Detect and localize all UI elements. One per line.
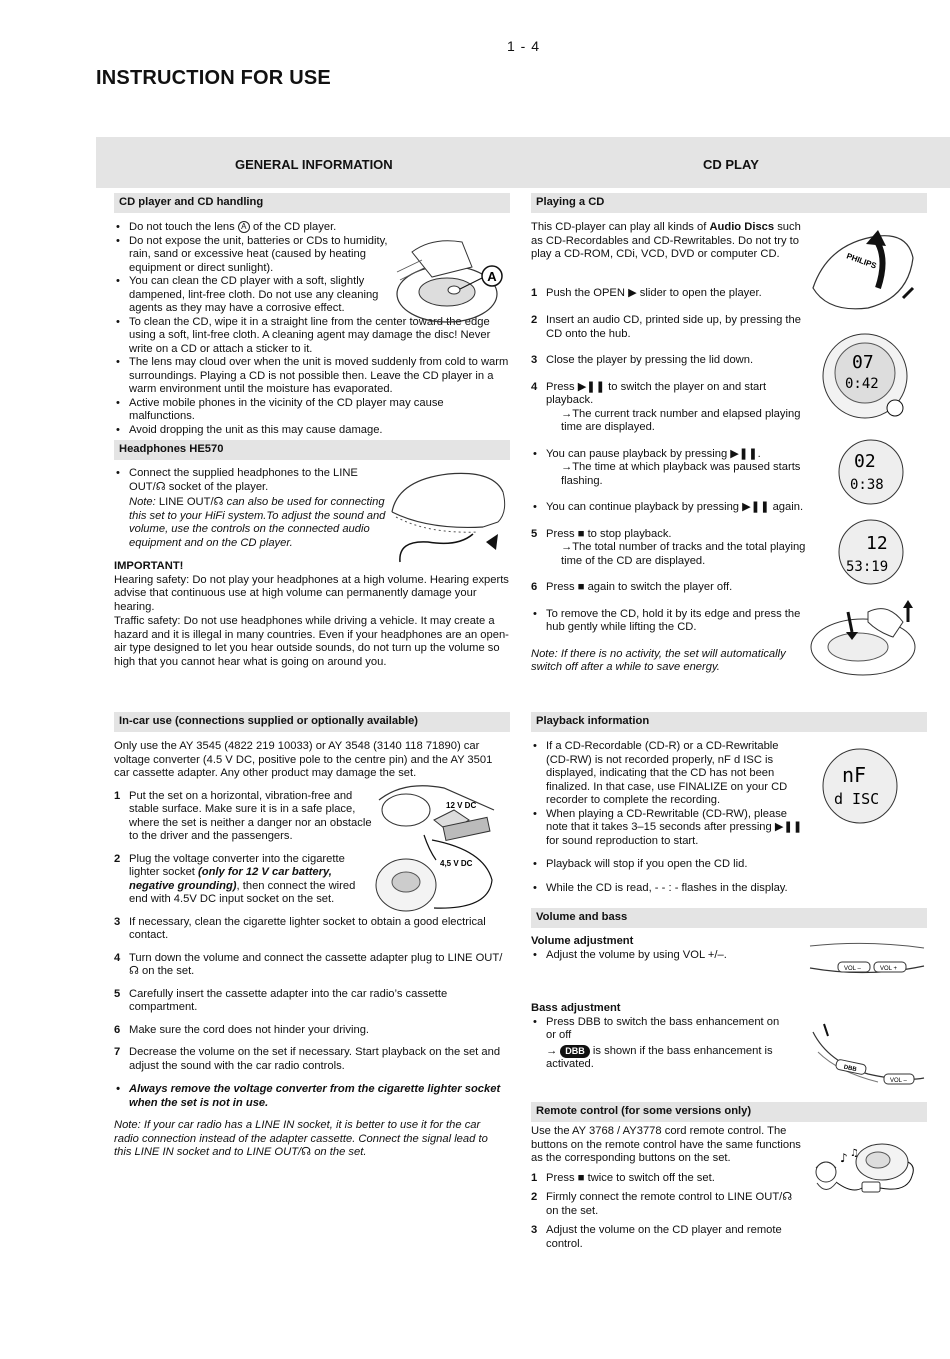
dbb-indicator: DBB bbox=[560, 1045, 590, 1058]
playback-bullet-2: • When playing a CD-Rewritable (CD-RW), please note that it takes 3–15 seconds after pressing ▶❚❚ for sound reproduction to start. bbox=[531, 808, 809, 849]
display-pause-illustration bbox=[836, 437, 906, 507]
volume-buttons-illustration bbox=[808, 938, 926, 980]
display1-time: 0:42 bbox=[845, 376, 879, 392]
volume-adjustment-title: Volume adjustment bbox=[531, 935, 634, 947]
volume-block bbox=[531, 935, 801, 1072]
section-remote: Remote control (for some versions only) bbox=[531, 1102, 927, 1122]
playing-intro: This CD-player can play all kinds of Audio Discs such as CD-Recordables and CD-Rewritables. Do not try to play a CD-ROM, CDi, VCD, DVD or computer CD. bbox=[531, 221, 801, 260]
dbb-button-label: DBB bbox=[843, 1064, 858, 1074]
play-step-2: 2 Insert an audio CD, printed side up, by pressing the CD onto the hub. bbox=[531, 314, 801, 340]
play-step-5: 5 Press ■ to stop playback. bbox=[531, 527, 672, 540]
traffic-safety-text: Traffic safety: Do not use headphones while driving a vehicle. It may create a hazard and it is illegal in many countries. Even if your headphones are an open-air type designed to let you hear outside sounds, do not turn up the volume so high that you cannot hear what is going on around you. bbox=[114, 615, 509, 668]
remove-cd-illustration bbox=[808, 592, 918, 682]
auto-off-note: Note: If there is no activity, the set will automatically switch off after a while to save energy. bbox=[531, 647, 786, 673]
bass-result: → DBB is shown if the bass enhancement is activated. bbox=[546, 1044, 773, 1070]
display2-track: 02 bbox=[854, 451, 876, 472]
remote-block bbox=[531, 1125, 806, 1251]
display2-time: 0:38 bbox=[850, 477, 884, 493]
volume-bullet: • Adjust the volume by using VOL +/–. bbox=[531, 949, 801, 963]
vol-minus-label: VOL – bbox=[844, 966, 861, 972]
remote-step-3: 3 Adjust the volume on the CD player and remote control. bbox=[531, 1224, 782, 1250]
play-step-6: 6 Press ■ again to switch the player off. bbox=[531, 581, 733, 593]
player-display-illustration bbox=[810, 328, 910, 423]
remote-step-2: 2 Firmly connect the remote control to LINE OUT/☊ on the set. bbox=[531, 1191, 793, 1217]
label-45v: 4,5 V DC bbox=[440, 859, 473, 868]
player-open-illustration bbox=[808, 228, 916, 318]
section-cd-handling: CD player and CD handling bbox=[114, 193, 510, 213]
display1-track: 07 bbox=[852, 352, 874, 373]
figure-label-a: A bbox=[487, 269, 497, 284]
display-not-finalized-illustration bbox=[820, 746, 900, 826]
bass-adjustment-title: Bass adjustment bbox=[531, 1002, 621, 1014]
remove-cd-bullet: • To remove the CD, hold it by its edge and press the hub gently while lifting the CD. bbox=[531, 608, 806, 635]
pause-result: →The time at which playback was paused starts flashing. bbox=[561, 461, 801, 487]
display-nf: nF bbox=[842, 763, 867, 787]
important-label: IMPORTANT! bbox=[114, 560, 184, 572]
svg-text:♫: ♫ bbox=[850, 1148, 859, 1159]
remote-control-illustration bbox=[812, 1138, 922, 1200]
section-playing-cd: Playing a CD bbox=[531, 193, 927, 213]
playback-bullet-3: • Playback will stop if you open the CD lid. bbox=[531, 858, 811, 872]
continue-bullet: • You can continue playback by pressing ▶❚❚ again. bbox=[531, 501, 806, 515]
headphones-socket-illustration bbox=[388, 462, 512, 577]
playback-info-block bbox=[531, 740, 811, 895]
section-playback-info: Playback information bbox=[531, 712, 927, 732]
in-car-step-7: 7 Decrease the volume on the set if necessary. Start playback on the set and adjust the sound with the car radio controls. bbox=[114, 1046, 501, 1072]
display3-time: 53:19 bbox=[846, 559, 889, 575]
section-in-car: In-car use (connections supplied or optionally available) bbox=[114, 712, 510, 732]
section-volume-bass: Volume and bass bbox=[531, 908, 927, 928]
bass-bullet: • Press DBB to switch the bass enhancement on or off bbox=[531, 1016, 789, 1043]
in-car-step-4: 4 Turn down the volume and connect the cassette adapter plug to LINE OUT/☊ on the set. bbox=[114, 951, 503, 977]
play-step-3: 3 Close the player by pressing the lid down. bbox=[531, 354, 754, 366]
document-title: INSTRUCTION FOR USE bbox=[96, 67, 331, 89]
list-item: • To clean the CD, wipe it in a straight line from the center toward the edge using a soft, lint-free cloth. A cleaning agent may damage the disc! Never write on a CD or attach a sticker to it. bbox=[114, 316, 504, 357]
in-car-step-2: 2 Plug the voltage converter into the cigarette lighter socket (only for 12 V car battery, negative grounding), then connect the wired end with 4.5V DC input socket on the set. bbox=[114, 852, 356, 905]
car-adapter-illustration bbox=[374, 780, 512, 920]
in-car-step-5: 5 Carefully insert the cassette adapter into the car radio’s cassette compartment. bbox=[114, 987, 448, 1013]
playing-cd-block bbox=[531, 221, 806, 675]
play-step-5-result: →The total number of tracks and the total playing time of the CD are displayed. bbox=[561, 541, 806, 567]
vol-plus-label: VOL + bbox=[880, 966, 897, 972]
in-car-step-1: 1 Put the set on a horizontal, vibration-free and stable surface. Make sure it is in a safe place, where the set is neither a danger nor an obstacle to the driver and the passengers. bbox=[114, 789, 372, 842]
dbb-button-illustration bbox=[808, 1022, 926, 1092]
section-headphones: Headphones HE570 bbox=[114, 440, 510, 460]
in-car-note: Note: If your car radio has a LINE IN socket, it is better to use it for the car radio connection instead of the adapter cassette. Connect the signal lead to this LINE IN socket and to LINE OUT/☊ on the set. bbox=[114, 1119, 488, 1158]
in-car-step-3: 3 If necessary, clean the cigarette lighter socket to obtain a good electrical contact. bbox=[114, 915, 486, 941]
play-step-1: 1 Push the OPEN ▶ slider to open the player. bbox=[531, 286, 762, 299]
in-car-warning: • Always remove the voltage converter from the cigarette lighter socket when the set is not in use. bbox=[114, 1083, 509, 1110]
in-car-step-6: 6 Make sure the cord does not hinder your driving. bbox=[114, 1023, 370, 1036]
headphones-note: Note: LINE OUT/☊ can also be used for connecting this set to your HiFi system.To adjust the sound and volume, use the controls on the connected audio equipment and on the CD player. bbox=[129, 496, 386, 549]
in-car-intro: Only use the AY 3545 (4822 219 10033) or AY 3548 (3140 118 71890) car voltage converter (4.5 V DC, positive pole to the centre pin) and the AY 3501 car cassette adapter. Any other product may damage the set. bbox=[114, 740, 493, 779]
page-number: 1 - 4 bbox=[507, 38, 541, 54]
play-step-4-result: →The current track number and elapsed playing time are displayed. bbox=[561, 407, 801, 433]
vol-minus-label-2: VOL – bbox=[890, 1078, 907, 1084]
column-header-band bbox=[96, 137, 950, 188]
display-disc: d ISC bbox=[834, 790, 880, 808]
label-12v: 12 V DC bbox=[446, 801, 477, 810]
general-information-title: GENERAL INFORMATION bbox=[235, 157, 393, 172]
display3-tracks: 12 bbox=[866, 533, 888, 554]
playback-bullet-1: • If a CD-Recordable (CD-R) or a CD-Rewritable (CD-RW) is not recorded properly, nF d ISC is displayed, indicating that the CD has not been finalized. In that case, use FINALIZE on your CD recorder to complete the recording. bbox=[531, 740, 799, 808]
svg-text:♪: ♪ bbox=[840, 1151, 848, 1165]
cd-lens-illustration bbox=[392, 232, 510, 330]
lens-marker: A bbox=[238, 221, 250, 233]
list-item: • Connect the supplied headphones to the LINE OUT/☊ socket of the player. bbox=[114, 467, 364, 494]
pause-bullet: • You can pause playback by pressing ▶❚❚. bbox=[531, 448, 806, 462]
list-item: • Do not expose the unit, batteries or CDs to humidity, rain, sand or excessive heat (caused by heating equipment or direct sunlight). bbox=[114, 235, 389, 276]
remote-step-1: 1 Press ■ twice to switch off the set. bbox=[531, 1171, 715, 1184]
list-item: • You can clean the CD player with a soft, slightly dampened, lint-free cloth. Do not use any cleaning agents as they may have a corrosive effect. bbox=[114, 275, 389, 316]
remote-intro: Use the AY 3768 / AY3778 cord remote control. The buttons on the remote control have the same functions as the corresponding buttons on the set. bbox=[531, 1125, 801, 1164]
cd-play-title: CD PLAY bbox=[703, 157, 759, 172]
playback-bullet-4: • While the CD is read, ‐ - : - flashes in the display. bbox=[531, 882, 811, 896]
list-item: • Avoid dropping the unit as this may cause damage. bbox=[114, 424, 512, 438]
play-step-4: 4 Press ▶❚❚ to switch the player on and start playback. bbox=[531, 380, 767, 406]
display-stop-illustration bbox=[836, 517, 906, 587]
list-item: • The lens may cloud over when the unit is moved suddenly from cold to warm surroundings. Playing a CD is not possible then. Leave the CD player in a warm environment until the moisture has evaporated. bbox=[114, 356, 512, 397]
hearing-safety-text: Hearing safety: Do not play your headphones at a high volume. Hearing experts advise that continuous use at high volume can permanently damage your hearing. bbox=[114, 573, 509, 613]
list-item: • Active mobile phones in the vicinity of the CD player may cause malfunctions. bbox=[114, 397, 512, 424]
brand-logo: PHILIPS bbox=[845, 251, 878, 271]
list-item: • Do not touch the lens A of the CD player. bbox=[114, 221, 512, 235]
